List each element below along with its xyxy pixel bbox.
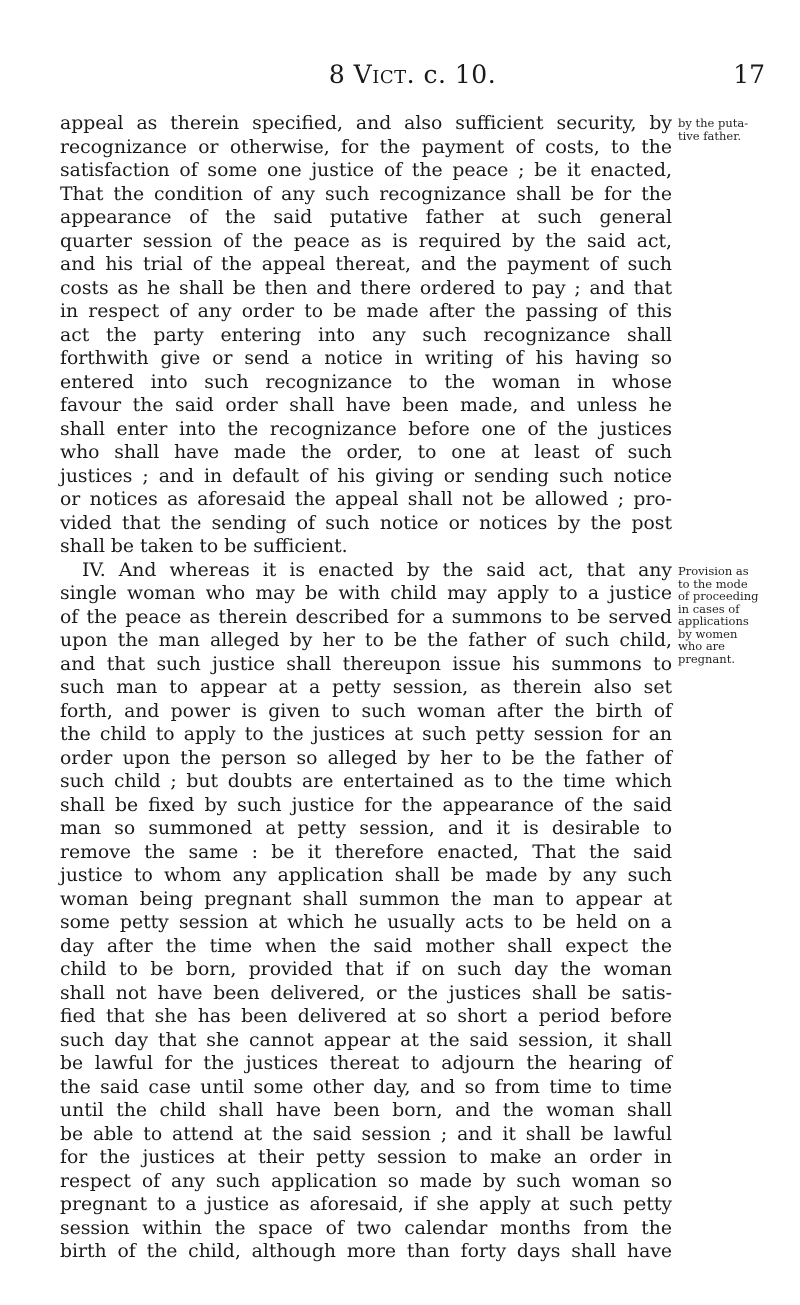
page-number: 17 xyxy=(733,60,765,89)
text-line: shall not have been delivered, or the justices shall be satis- xyxy=(60,982,672,1004)
sidenote-line: tive father. xyxy=(678,128,742,143)
sidenote-line: of proceeding xyxy=(678,589,759,603)
running-title-vict: Vict. xyxy=(353,60,416,89)
text-line: shall be fixed by such justice for the appearance of the said xyxy=(60,794,672,816)
text-line: such day that she cannot appear at the said session, it shall xyxy=(60,1029,672,1051)
sidenote-line: by women xyxy=(678,626,738,641)
page-header xyxy=(60,60,765,100)
text-line: woman being pregnant shall summon the man to appear at xyxy=(60,888,672,910)
text-line: appeal as therein specified, and also sufficient security, by xyxy=(60,113,672,134)
text-line: and his trial of the appeal thereat, and the payment of such xyxy=(60,254,672,275)
text-line: such child ; but doubts are entertained as to the time which xyxy=(60,771,672,792)
running-title xyxy=(60,60,765,89)
text-line: who shall have made the order, to one at least of such xyxy=(60,442,672,463)
text-line: remove the same : be it therefore enacted, That the said xyxy=(60,841,672,863)
sidenote-line: to the mode xyxy=(678,576,748,591)
text-line: vided that the sending of such notice or notices by the post xyxy=(60,512,672,534)
sidenote-putative-father xyxy=(678,117,798,142)
running-title-suffix: c. 10. xyxy=(415,60,497,89)
text-line: justices ; and in default of his giving or sending such notice xyxy=(60,465,672,487)
text-line: birth of the child, although more than forty days shall have xyxy=(60,1241,672,1262)
text-line: shall enter into the recognizance before one of the justices xyxy=(60,418,672,440)
body-text xyxy=(60,112,672,1264)
section-iv-start: IV. And whereas it is enacted by the said act, that any xyxy=(82,559,672,581)
sidenote-line: who are xyxy=(678,639,725,653)
text-line: recognizance or otherwise, for the payment of costs, to the xyxy=(60,136,672,158)
text-line: be lawful for the justices thereat to adjourn the hearing of xyxy=(60,1053,672,1074)
text-line: forth, and power is given to such woman after the birth of xyxy=(60,700,672,722)
text-line: act the party entering into any such recognizance shall xyxy=(60,324,672,346)
sidenote-line: applications xyxy=(678,614,749,628)
text-line: for the justices at their petty session to make an order in xyxy=(60,1147,672,1168)
text-line: entered into such recognizance to the woman in whose xyxy=(60,371,672,393)
text-line: some petty session at which he usually acts to be held on a xyxy=(60,912,672,933)
text-line: of the peace as therein described for a summons to be served xyxy=(60,606,672,628)
text-line: in respect of any order to be made after the passing of this xyxy=(60,301,672,322)
text-line: day after the time when the said mother shall expect the xyxy=(60,935,672,957)
text-line: justice to whom any application shall be made by any such xyxy=(60,865,672,886)
text-line: be able to attend at the said session ; and it shall be lawful xyxy=(60,1123,672,1145)
text-line: order upon the person so alleged by her to be the father of xyxy=(60,747,672,769)
text-line: single woman who may be with child may apply to a justice xyxy=(60,583,672,604)
sidenote-line: Provision as xyxy=(678,564,749,578)
text-line: forthwith give or send a notice in writing of his having so xyxy=(60,348,672,369)
text-line: the child to apply to the justices at such petty session for an xyxy=(60,724,672,745)
text-line: man so summoned at petty session, and it is desirable to xyxy=(60,818,672,839)
text-line: such man to appear at a petty session, as therein also set xyxy=(60,677,672,698)
text-line: child to be born, provided that if on such day the woman xyxy=(60,959,672,980)
text-line: favour the said order shall have been made, and unless he xyxy=(60,395,672,416)
text-line: shall be taken to be sufficient. xyxy=(60,536,348,557)
text-line: the said case until some other day, and so from time to time xyxy=(60,1076,672,1098)
text-line: respect of any such application so made by such woman so xyxy=(60,1170,672,1192)
text-line: upon the man alleged by her to be the father of such child, xyxy=(60,630,672,651)
text-line: or notices as aforesaid the appeal shall not be allowed ; pro- xyxy=(60,489,672,510)
sidenote-line: in cases of xyxy=(678,601,740,616)
text-line: pregnant to a justice as aforesaid, if she apply at such petty xyxy=(60,1194,672,1215)
running-title-prefix: 8 xyxy=(328,60,354,89)
text-line: session within the space of two calendar months from the xyxy=(60,1217,672,1239)
text-line: satisfaction of some one justice of the peace ; be it enacted, xyxy=(60,160,672,181)
text-line: That the condition of any such recognizance shall be for the xyxy=(60,183,672,205)
text-line: costs as he shall be then and there ordered to pay ; and that xyxy=(60,277,672,299)
sidenote-line: by the puta- xyxy=(678,116,749,130)
sidenote-provision xyxy=(678,565,798,665)
text-line: until the child shall have been born, and the woman shall xyxy=(60,1100,672,1121)
text-line: appearance of the said putative father at such general xyxy=(60,207,672,228)
text-line: fied that she has been delivered at so short a period before xyxy=(60,1006,672,1027)
sidenote-line: pregnant. xyxy=(678,651,735,666)
text-line: and that such justice shall thereupon issue his summons to xyxy=(60,653,672,675)
text-line: quarter session of the peace as is required by the said act, xyxy=(60,230,672,252)
